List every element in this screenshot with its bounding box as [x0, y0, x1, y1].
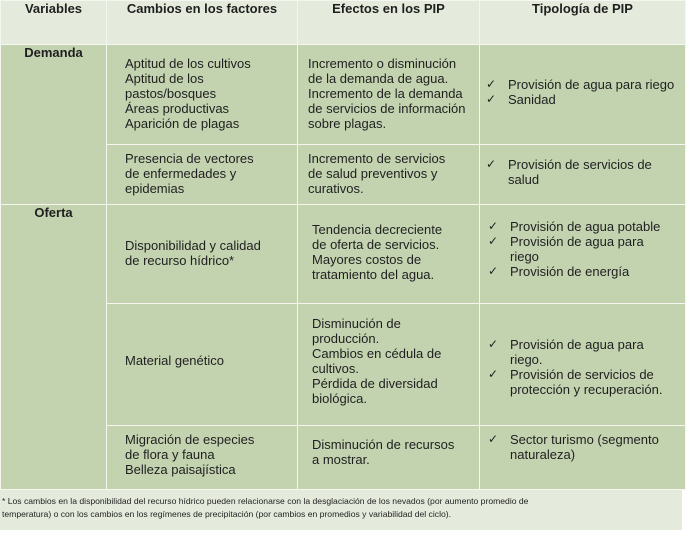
tipologia-line: Provisión de servicios de: [510, 367, 654, 382]
tipologia-line: riego.: [510, 352, 543, 367]
factor-line: Presencia de vectores: [125, 151, 254, 166]
factor-line: Disponibilidad y calidad: [125, 238, 261, 253]
efecto-line: de salud preventivos y: [308, 166, 438, 181]
table-body: [1, 45, 686, 490]
efecto-line: de la demanda de agua.: [308, 71, 449, 86]
tipologia-cell: [480, 145, 686, 205]
tipologia-line: salud: [508, 172, 540, 187]
variable-label: Oferta: [34, 205, 73, 220]
efecto-line: Incremento de la demanda: [308, 86, 463, 101]
factor-line: Aptitud de los: [125, 71, 204, 86]
factor-line: epidemias: [125, 181, 185, 196]
footnote: [0, 490, 682, 530]
tipologia-item: [486, 77, 681, 92]
checkmark-icon: ✓: [488, 234, 499, 248]
factor-line: Migración de especies: [125, 432, 255, 447]
checkmark-icon: ✓: [486, 77, 497, 91]
header-cambios-factores: Cambios en los factores: [107, 1, 298, 45]
factor-line: Aptitud de los cultivos: [125, 56, 251, 71]
efecto-line: Incremento o disminución: [308, 56, 457, 71]
efecto-line: Pérdida de diversidad: [312, 376, 438, 391]
tipologia-cell: [480, 304, 686, 426]
checkmark-icon: ✓: [488, 337, 499, 351]
tipologia-line: riego: [510, 249, 539, 264]
tipologia-item: [488, 219, 681, 234]
factor-line: Material genético: [125, 353, 224, 368]
checkmark-icon: ✓: [488, 367, 499, 381]
tipologia-cell: [480, 426, 686, 490]
factor-line: Belleza paisajística: [125, 462, 236, 477]
tipologia-item: [486, 157, 681, 187]
efecto-line: Cambios en cédula de: [312, 346, 442, 361]
tipologia-item: [488, 234, 681, 264]
tipologia-line: Provisión de agua para: [510, 337, 644, 352]
efecto-line: cultivos.: [312, 361, 359, 376]
checkmark-icon: ✓: [488, 219, 499, 233]
factor-line: de recurso hídrico*: [125, 253, 235, 268]
factor-line: pastos/bosques: [125, 86, 217, 101]
variable-cell-demanda: [1, 45, 107, 205]
checkmark-icon: ✓: [486, 157, 497, 171]
efecto-line: sobre plagas.: [308, 116, 387, 131]
tipologia-line: Provisión de agua para: [510, 234, 644, 249]
header-variables: Variables: [1, 1, 107, 45]
efectos-cell: [298, 426, 480, 490]
factor-line: Áreas productivas: [125, 101, 230, 116]
tipologia-item: [486, 92, 681, 107]
efectos-cell: [298, 304, 480, 426]
checkmark-icon: ✓: [488, 432, 499, 446]
tipologia-line: naturaleza): [510, 447, 576, 462]
efecto-line: tratamiento del agua.: [312, 267, 435, 282]
efecto-line: de oferta de servicios.: [312, 237, 440, 252]
tipologia-line: Provisión de agua potable: [510, 219, 661, 234]
efecto-line: Disminución de: [312, 316, 401, 331]
efecto-line: Incremento de servicios: [308, 151, 446, 166]
header-efectos-pip: Efectos en los PIP: [298, 1, 480, 45]
variable-cell-oferta: [1, 205, 107, 490]
efecto-line: Mayores costos de: [312, 252, 422, 267]
efecto-line: a mostrar.: [312, 452, 370, 467]
efectos-cell: [298, 45, 480, 145]
factor-line: de flora y fauna: [125, 447, 215, 462]
header-tipologia-pip: Tipología de PIP: [480, 1, 686, 45]
checkmark-icon: ✓: [488, 264, 499, 278]
factores-cell: [107, 426, 298, 490]
factores-cell: [107, 205, 298, 304]
factor-line: Aparición de plagas: [125, 116, 240, 131]
tipologia-cell: [480, 205, 686, 304]
tipologia-item: [488, 367, 681, 397]
footnote-line: temperatura) o con los cambios en los regímenes de precipitación (por cambios en promedios y variabilidad del ciclo).: [2, 508, 452, 519]
tipologia-line: protección y recuperación.: [510, 382, 663, 397]
efecto-line: curativos.: [308, 181, 364, 196]
tipologia-line: Provisión de energía: [510, 264, 630, 279]
tipologia-line: Provisión de servicios de: [508, 157, 652, 172]
efectos-cell: [298, 205, 480, 304]
footnote-line: * Los cambios en la disponibilidad del recurso hídrico pueden relacionarse con la desglaciación de los nevados (por aumento promedio de: [2, 496, 529, 506]
tipologia-line: Sector turismo (segmento: [510, 432, 659, 447]
factores-cell: [107, 145, 298, 205]
efecto-line: de servicios de información: [308, 101, 466, 116]
variable-label: Demanda: [24, 45, 83, 60]
tipologia-item: [488, 264, 681, 279]
table-row: [1, 45, 686, 145]
tipologia-line: Provisión de agua para riego: [508, 77, 675, 92]
tipologia-line: Sanidad: [508, 92, 556, 107]
efecto-line: Tendencia decreciente: [312, 222, 443, 237]
checkmark-icon: ✓: [486, 92, 497, 106]
efecto-line: producción.: [312, 331, 380, 346]
tipologia-cell: [480, 45, 686, 145]
factores-cell: [107, 45, 298, 145]
table-row: [1, 205, 686, 304]
efectos-cell: [298, 145, 480, 205]
efecto-line: Disminución de recursos: [312, 437, 455, 452]
factores-cell: [107, 304, 298, 426]
factor-line: de enfermedades y: [125, 166, 237, 181]
efecto-line: biológica.: [312, 391, 367, 406]
header-row: [1, 1, 686, 45]
tipologia-item: [488, 432, 681, 462]
tipologia-item: [488, 337, 681, 367]
